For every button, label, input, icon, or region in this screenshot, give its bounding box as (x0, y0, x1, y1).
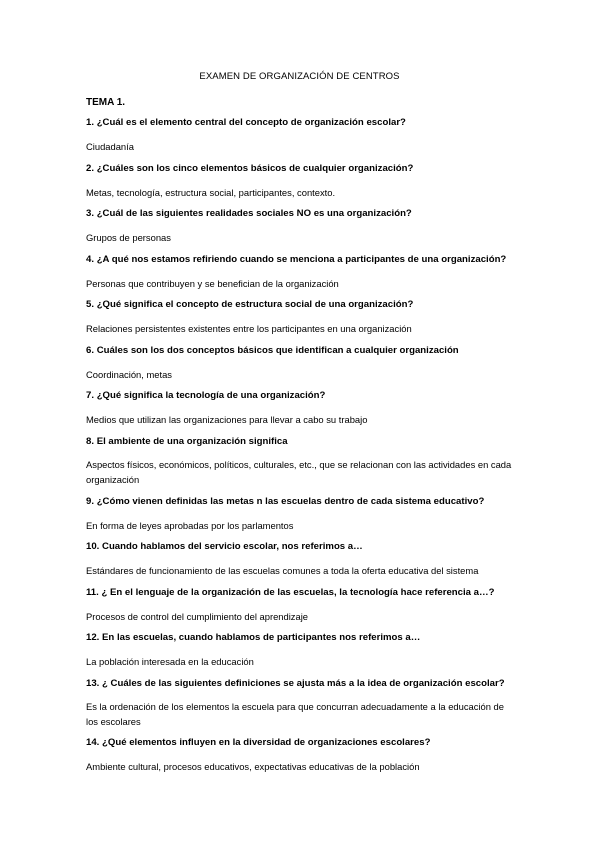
answer-text: La población interesada en la educación (86, 656, 254, 667)
question-item-1 (86, 116, 516, 154)
question-item-5 (86, 298, 516, 336)
question-label: ¿Cómo vienen definidas las metas n las escuelas dentro de cada sistema educativo? (96, 496, 485, 507)
question-number: 9. (86, 496, 95, 507)
question-label: ¿Cuál es el elemento central del concepto de organización escolar? (96, 117, 406, 128)
question-text (86, 540, 516, 553)
question-number: 13. (86, 678, 100, 689)
answer-text: Es la ordenación de los elementos la escuela para que concurran adecuadamente a la educación de los escolares (86, 701, 504, 727)
answer-text: Personas que contribuyen y se benefician de la organización (86, 278, 339, 289)
question-item-12 (86, 631, 516, 669)
question-label: ¿ Cuáles de las siguientes definiciones se ajusta más a la idea de organización escolar? (102, 678, 505, 689)
answer-text: Grupos de personas (86, 232, 171, 243)
question-text (86, 495, 516, 508)
question-label: Cuando hablamos del servicio escolar, nos referimos a… (102, 541, 363, 552)
answer-text: Relaciones persistentes existentes entre los participantes en una organización (86, 323, 412, 334)
question-item-8 (86, 435, 516, 487)
question-item-11 (86, 586, 516, 624)
question-label: ¿Qué significa el concepto de estructura social de una organización? (96, 299, 414, 310)
answer-text: Aspectos físicos, económicos, políticos, culturales, etc., que se relacionan con las actividades en cada organización (86, 459, 512, 485)
question-number: 11. (86, 587, 99, 598)
question-text (86, 344, 516, 357)
question-item-7 (86, 389, 516, 427)
question-item-13 (86, 677, 516, 729)
question-number: 2. (86, 163, 95, 174)
question-text (86, 298, 516, 311)
question-label: ¿ En el lenguaje de la organización de las escuelas, la tecnología hace referencia a…? (101, 587, 495, 598)
answer-text: Ciudadanía (86, 141, 134, 152)
answer-text: Medios que utilizan las organizaciones para llevar a cabo su trabajo (86, 414, 368, 425)
answer-text: En forma de leyes aprobadas por los parlamentos (86, 520, 294, 531)
answer-text: Coordinación, metas (86, 369, 172, 380)
question-label: ¿Cuál de las siguientes realidades sociales NO es una organización? (96, 208, 412, 219)
answer-text: Procesos de control del cumplimiento del aprendizaje (86, 611, 308, 622)
question-number: 14. (86, 737, 100, 748)
question-item-4 (86, 253, 516, 291)
question-item-2 (86, 162, 516, 200)
question-text (86, 435, 516, 448)
question-item-14 (86, 736, 516, 774)
question-item-10 (86, 540, 516, 578)
question-number: 7. (86, 390, 95, 401)
question-item-6 (86, 344, 516, 382)
question-item-3 (86, 207, 516, 245)
question-text (86, 389, 516, 402)
question-text (86, 207, 516, 220)
question-text (86, 677, 516, 690)
document-title: EXAMEN DE ORGANIZACIÓN DE CENTROS (199, 71, 400, 82)
question-label: Cuáles son los dos conceptos básicos que identifican a cualquier organización (96, 345, 459, 356)
question-number: 4. (86, 254, 95, 265)
question-number: 6. (86, 345, 95, 356)
answer-text: Metas, tecnología, estructura social, participantes, contexto. (86, 187, 336, 198)
answer-text: Ambiente cultural, procesos educativos, expectativas educativas de la población (86, 761, 420, 772)
question-label: En las escuelas, cuando hablamos de participantes nos referimos a… (102, 632, 421, 643)
question-text (86, 253, 516, 266)
question-text (86, 586, 516, 599)
question-number: 12. (86, 632, 100, 643)
question-text (86, 162, 516, 175)
question-number: 5. (86, 299, 95, 310)
question-number: 3. (86, 208, 95, 219)
question-item-9 (86, 495, 516, 533)
question-number: 8. (86, 436, 95, 447)
question-label: ¿Cuáles son los cinco elementos básicos de cualquier organización? (96, 163, 414, 174)
question-text (86, 736, 516, 749)
question-text (86, 631, 516, 644)
question-label: El ambiente de una organización significa (96, 436, 288, 447)
section-heading: TEMA 1. (86, 97, 126, 108)
question-label: ¿A qué nos estamos refiriendo cuando se menciona a participantes de una organización? (96, 254, 507, 265)
question-text (86, 116, 516, 129)
question-label: ¿Qué elementos influyen en la diversidad de organizaciones escolares? (102, 737, 431, 748)
question-number: 1. (86, 117, 95, 128)
question-number: 10. (86, 541, 100, 552)
answer-text: Estándares de funcionamiento de las escuelas comunes a toda la oferta educativa del sistema (86, 565, 479, 576)
question-label: ¿Qué significa la tecnología de una organización? (96, 390, 326, 401)
